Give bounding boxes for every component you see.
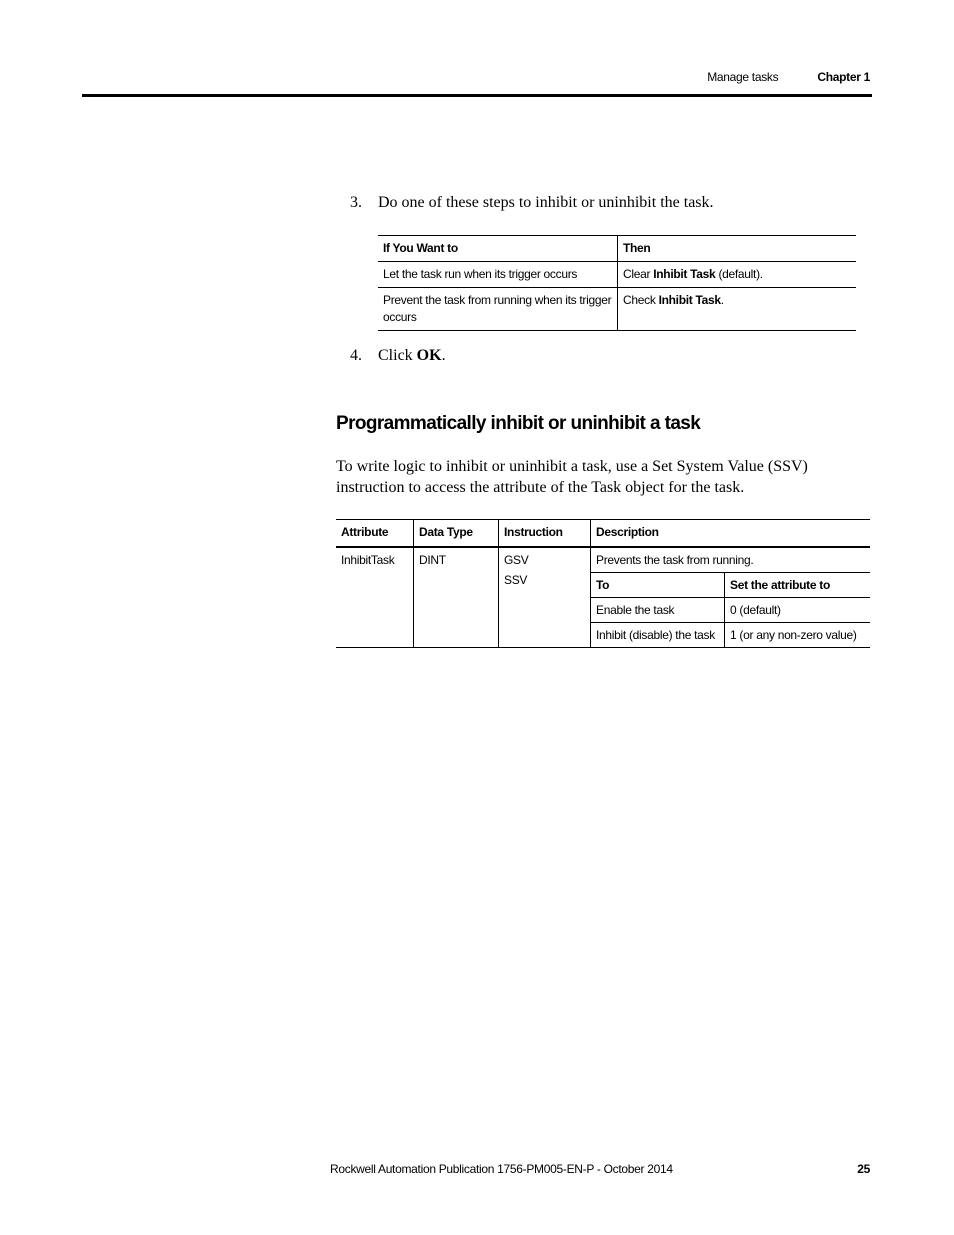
step-4 (350, 347, 446, 365)
column-header: Attribute (336, 520, 414, 548)
table-cell: Prevent the task from running when its trigger occurs (378, 288, 618, 331)
cell-text: Check (623, 293, 659, 307)
subtable-header: To (591, 573, 725, 598)
cell-bold-text: Inhibit Task (658, 293, 721, 307)
step-number: 3. (350, 194, 362, 211)
subtable-cell: 0 (default) (725, 598, 871, 623)
step-bold-text: OK (416, 347, 442, 364)
page-number: 25 (857, 1162, 870, 1176)
table-row (378, 262, 856, 288)
table-header-row (378, 236, 856, 262)
footer-publication: Rockwell Automation Publication 1756-PM005-EN-P - October 2014 (330, 1162, 673, 1176)
step-text: Do one of these steps to inhibit or uninhibit the task. (378, 194, 714, 211)
subtable-header-row (591, 573, 870, 598)
page-header (707, 70, 870, 84)
header-rule (82, 94, 872, 97)
step-3 (350, 194, 714, 212)
column-header: Data Type (414, 520, 499, 548)
description-row (591, 548, 870, 573)
description-cell (591, 547, 871, 648)
column-header: Description (591, 520, 871, 548)
table-cell (618, 288, 857, 331)
step-text: . (441, 347, 446, 364)
step-number: 4. (350, 347, 362, 364)
table-cell (499, 547, 591, 648)
description-text: Prevents the task from running. (591, 548, 870, 573)
instruction-ssv: SSV (504, 573, 528, 587)
cell-text: Clear (623, 267, 654, 281)
header-section: Manage tasks (707, 70, 779, 84)
table-cell: DINT (414, 547, 499, 648)
section-title: Programmatically inhibit or uninhibit a task (336, 413, 701, 434)
column-header: If You Want to (378, 236, 618, 262)
table-row (336, 547, 870, 648)
subtable-cell: Enable the task (591, 598, 725, 623)
table-row (378, 288, 856, 331)
table-header-row (336, 520, 870, 548)
column-header: Instruction (499, 520, 591, 548)
cell-bold-text: Inhibit Task (653, 267, 716, 281)
cell-text: . (720, 293, 724, 307)
table-cell: InhibitTask (336, 547, 414, 648)
table-cell (618, 262, 857, 288)
inhibit-options-table (378, 235, 856, 331)
column-header: Then (618, 236, 857, 262)
step-text: Click (378, 347, 417, 364)
subtable-row (591, 623, 870, 648)
header-chapter: Chapter 1 (817, 70, 870, 84)
subtable-row (591, 598, 870, 623)
section-paragraph: To write logic to inhibit or uninhibit a task, use a Set System Value (SSV) instruction to access the attribute of the Task object for the task. (336, 458, 808, 496)
description-subtable (591, 548, 870, 647)
subtable-header: Set the attribute to (725, 573, 871, 598)
cell-text: (default). (715, 267, 763, 281)
table-cell: Let the task run when its trigger occurs (378, 262, 618, 288)
instruction-gsv: GSV (504, 553, 529, 567)
subtable-cell: Inhibit (disable) the task (591, 623, 725, 648)
subtable-cell: 1 (or any non-zero value) (730, 628, 857, 642)
task-attribute-table (336, 519, 870, 648)
